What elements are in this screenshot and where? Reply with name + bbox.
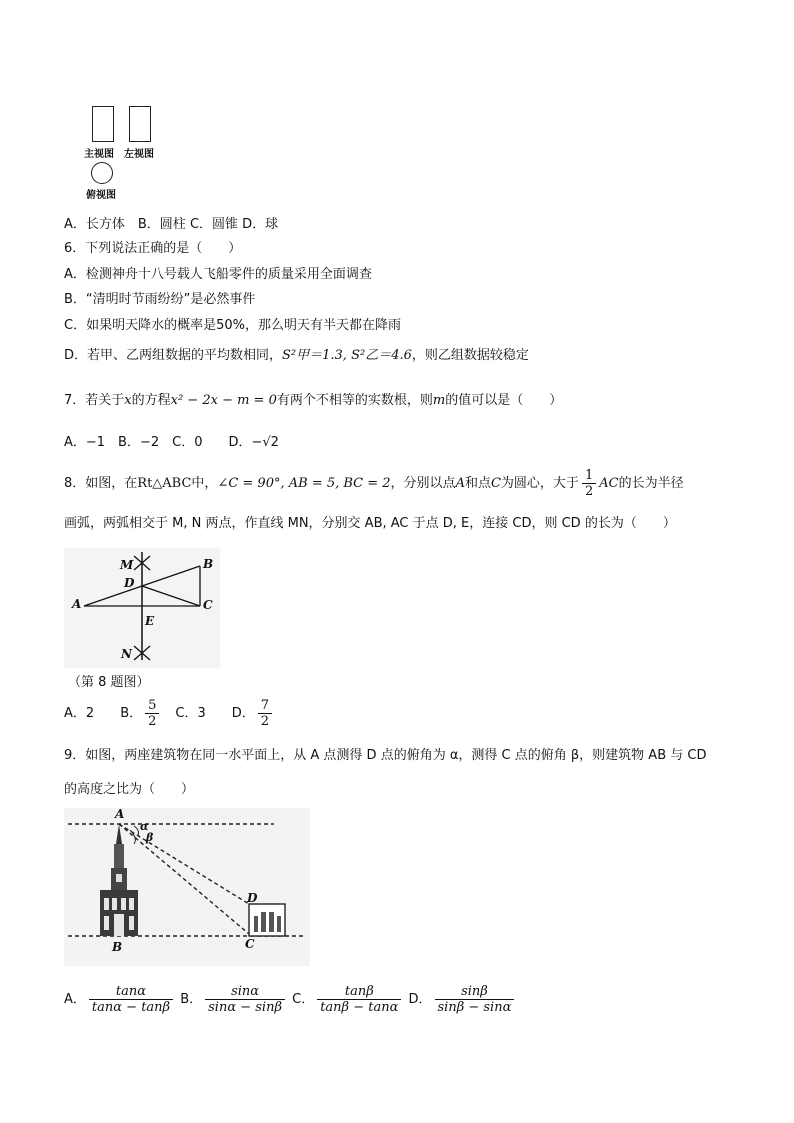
fraction-denominator: tanα − tanβ xyxy=(91,1000,171,1015)
q9-label-a: A xyxy=(115,807,125,821)
q8-triangle-figure xyxy=(64,548,220,668)
q6-option-c: C．如果明天降水的概率是50%，那么明天有半天都在降雨 xyxy=(64,318,401,333)
q6-option-d-prefix: D．若甲、乙两组数据的平均数相同， xyxy=(64,348,283,363)
q9-option-b-letter: B． xyxy=(180,992,203,1007)
q9-line-2: 的高度之比为（ ） xyxy=(64,782,195,797)
q9-label-alpha: α xyxy=(140,820,149,833)
fraction-numerator: 1 xyxy=(584,468,594,483)
q9-label-beta: β xyxy=(146,831,154,844)
fraction-denominator: 2 xyxy=(260,714,270,729)
fraction-numerator: tanβ xyxy=(344,984,374,999)
q8-option-d-fraction xyxy=(258,698,272,729)
fraction-numerator: sinα xyxy=(231,984,260,999)
q9-option-d-letter: D． xyxy=(408,992,432,1007)
q8-label-n: N xyxy=(121,647,132,661)
q7-options: A．−1 B．−2 C．0 D．−√2 xyxy=(64,435,279,450)
q9-option-d-fraction xyxy=(435,984,515,1015)
q6-option-d-variances: S²甲＝1.3, S²乙＝4.6 xyxy=(282,348,412,363)
q7-equation: x² − 2x − m = 0 xyxy=(170,393,277,408)
q9-buildings-figure xyxy=(64,808,310,966)
q6-stem: 6．下列说法正确的是（ ） xyxy=(64,241,242,256)
fraction-denominator: sinβ − sinα xyxy=(437,1000,512,1015)
q6-option-d-suffix: ，则乙组数据较稳定 xyxy=(411,348,529,363)
q9-option-b-fraction xyxy=(205,984,285,1015)
q7-stem-post1: 有两个不相等的实数根，则 xyxy=(276,393,433,408)
q8-half-fraction xyxy=(582,468,596,499)
fraction-denominator: 2 xyxy=(584,484,594,499)
q9-option-a-letter: A． xyxy=(64,992,86,1007)
q8-post: ，分别以点 xyxy=(390,476,456,491)
top-view-label: 俯视图 xyxy=(86,190,116,201)
fraction-numerator: 5 xyxy=(148,698,157,713)
q7-stem xyxy=(64,392,562,410)
q8-option-d-letter: D． xyxy=(231,706,255,721)
q8-option-a: A．2 xyxy=(64,706,95,721)
q8-line-1 xyxy=(64,468,684,499)
q8-options xyxy=(64,697,275,731)
q6-option-b: B．“清明时节雨纷纷”是必然事件 xyxy=(64,292,256,307)
q8-option-b-letter: B． xyxy=(120,706,143,721)
q8-mid: 中， xyxy=(191,476,218,491)
q8-triangle: Rt△ABC xyxy=(137,476,192,491)
q9-label-b: B xyxy=(112,940,123,954)
q9-label-d: D xyxy=(247,891,258,905)
q5-options: A．长方体 B．圆柱 C．圆锥 D．球 xyxy=(64,217,279,232)
q8-figure-caption: （第 8 题图） xyxy=(68,675,150,690)
fraction-denominator: sinα − sinβ xyxy=(208,1000,282,1015)
front-view-label: 主视图 xyxy=(84,149,114,160)
left-view-rectangle xyxy=(129,106,151,142)
q9-label-c: C xyxy=(245,937,255,951)
q7-variable-x: x xyxy=(124,393,132,408)
fraction-numerator: tanα xyxy=(115,984,147,999)
q8-label-e: E xyxy=(145,614,155,628)
q8-point-c: C xyxy=(490,476,501,491)
q8-point-a: A xyxy=(455,476,465,491)
q8-end: 的长为半径 xyxy=(618,476,684,491)
fraction-denominator: 2 xyxy=(148,714,157,729)
q9-option-c-letter: C． xyxy=(292,992,315,1007)
q8-segment-ac: AC xyxy=(599,476,619,491)
q8-option-c: C．3 xyxy=(175,706,206,721)
q8-conditions: ∠C = 90°, AB = 5, BC = 2 xyxy=(217,476,391,491)
q6-option-a: A．检测神舟十八号载人飞船零件的质量采用全面调查 xyxy=(64,267,372,282)
q8-option-b-fraction xyxy=(145,698,159,729)
q8-label-d: D xyxy=(124,576,135,590)
three-views-figure xyxy=(84,100,174,200)
q9-line-1: 9．如图，两座建筑物在同一水平面上，从 A 点测得 D 点的俯角为 α，测得 C 点的俯角 β，则建筑物 AB 与 CD xyxy=(64,748,707,763)
small-building-icon xyxy=(249,904,285,936)
fraction-numerator: 7 xyxy=(260,698,270,713)
q8-prefix: 8．如图，在 xyxy=(64,476,138,491)
q9-option-a-fraction xyxy=(89,984,173,1015)
q8-label-a: A xyxy=(72,597,82,611)
q7-stem-mid: 的方程 xyxy=(131,393,171,408)
q9-options xyxy=(64,980,517,1020)
top-view-circle xyxy=(91,162,113,184)
front-view-rectangle xyxy=(92,106,114,142)
q8-and: 和点 xyxy=(464,476,491,491)
q8-line-2: 画弧，两弧相交于 M, N 两点，作直线 MN，分别交 AB, AC 于点 D, E，连接 CD，则 CD 的长为（ ） xyxy=(64,516,676,531)
q8-center: 为圆心，大于 xyxy=(500,476,579,491)
q7-stem-post2: 的值可以是（ ） xyxy=(445,393,563,408)
q7-variable-m: m xyxy=(432,393,446,408)
left-view-label: 左视图 xyxy=(124,149,154,160)
fraction-denominator: tanβ − tanα xyxy=(320,1000,399,1015)
q7-stem-prefix: 7．若关于 xyxy=(64,393,125,408)
q8-label-m: M xyxy=(120,558,134,572)
q6-option-d xyxy=(64,347,529,365)
fraction-numerator: sinβ xyxy=(461,984,488,999)
q9-option-c-fraction xyxy=(317,984,401,1015)
q8-label-c: C xyxy=(203,598,213,612)
q8-label-b: B xyxy=(203,557,214,571)
